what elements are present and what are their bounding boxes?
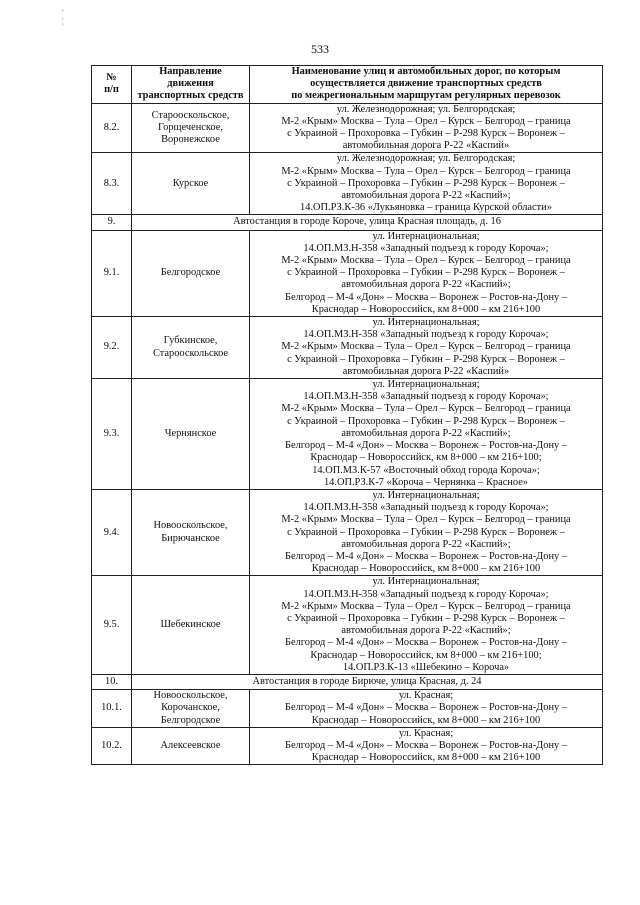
row-number: 10.1. bbox=[92, 690, 132, 728]
row-direction: Чернянское bbox=[132, 379, 250, 490]
row-number: 8.3. bbox=[92, 153, 132, 215]
row-direction: Алексеевское bbox=[132, 727, 250, 765]
row-number: 8.2. bbox=[92, 103, 132, 153]
section-title: Автостанция в городе Короче, улица Красная площадь, д. 16 bbox=[132, 215, 603, 230]
row-number: 9.4. bbox=[92, 489, 132, 575]
table-row bbox=[92, 153, 603, 215]
row-number: 9.2. bbox=[92, 317, 132, 379]
row-direction: Белгородское bbox=[132, 230, 250, 316]
section-number: 10. bbox=[92, 674, 132, 689]
row-direction: Губкинское, Старооскольское bbox=[132, 317, 250, 379]
row-roads: ул. Железнодорожная; ул. Белгородская; М-2 «Крым» Москва – Тула – Орел – Курск – Белгород – граница с Украиной – Прохоровка – Губкин – Р-298 Курск – Воронеж – автомобильная дорога Р-22 «Каспий»; 14.ОП.РЗ.К-36 «Лукьяновка – граница Курской области» bbox=[250, 153, 603, 215]
table-row bbox=[92, 727, 603, 765]
row-roads: ул. Интернациональная; 14.ОП.МЗ.Н-358 «Западный подъезд к городу Короча»; М-2 «Крым» Москва – Тула – Орел – Курск – Белгород – граница с Украиной – Прохоровка – Губкин – Р-298 Курск – Воронеж – автомобильная дорога Р-22 «Каспий» bbox=[250, 317, 603, 379]
routes-table bbox=[91, 65, 603, 765]
row-direction: Шебекинское bbox=[132, 576, 250, 675]
table-header-row bbox=[92, 66, 603, 104]
row-direction: Старооскольское, Горщеченское, Воронежское bbox=[132, 103, 250, 153]
section-row bbox=[92, 674, 603, 689]
page-number: 533 bbox=[311, 42, 329, 56]
row-roads: ул. Интернациональная; 14.ОП.МЗ.Н-358 «Западный подъезд к городу Короча»; М-2 «Крым» Москва – Тула – Орел – Курск – Белгород – граница с Украиной – Прохоровка – Губкин – Р-298 Курск – Воронеж – автомобильная дорога Р-22 «Каспий»; Белгород – М-4 «Дон» – Москва – Воронеж – Ростов-на-Дону – Краснодар – Новороссийск, км 8+000 – км 216+100; 14.ОП.МЗ.К-57 «Восточный обход города Короча»; 14.ОП.РЗ.К-7 «Короча – Чернянка – Красное» bbox=[250, 379, 603, 490]
scan-mark: ' bbox=[62, 8, 64, 18]
table-row bbox=[92, 576, 603, 675]
scan-mark: ¦ bbox=[62, 16, 64, 26]
row-roads: ул. Красная; Белгород – М-4 «Дон» – Москва – Воронеж – Ростов-на-Дону – Краснодар – Новороссийск, км 8+000 – км 216+100 bbox=[250, 727, 603, 765]
row-roads: ул. Красная; Белгород – М-4 «Дон» – Москва – Воронеж – Ростов-на-Дону – Краснодар – Новороссийск, км 8+000 – км 216+100 bbox=[250, 690, 603, 728]
section-title: Автостанция в городе Бирюче, улица Красная, д. 24 bbox=[132, 674, 603, 689]
section-row bbox=[92, 215, 603, 230]
row-number: 9.3. bbox=[92, 379, 132, 490]
table-row bbox=[92, 103, 603, 153]
table-row bbox=[92, 379, 603, 490]
row-direction: Новооскольское, Корочанское, Белгородское bbox=[132, 690, 250, 728]
table-row bbox=[92, 489, 603, 575]
table-row bbox=[92, 690, 603, 728]
header-number: № п/п bbox=[92, 66, 132, 104]
header-direction: Направление движения транспортных средств bbox=[132, 66, 250, 104]
section-number: 9. bbox=[92, 215, 132, 230]
table-row bbox=[92, 317, 603, 379]
row-roads: ул. Железнодорожная; ул. Белгородская; М-2 «Крым» Москва – Тула – Орел – Курск – Белгород – граница с Украиной – Прохоровка – Губкин – Р-298 Курск – Воронеж – автомобильная дорога Р-22 «Каспий» bbox=[250, 103, 603, 153]
table-row bbox=[92, 230, 603, 316]
row-roads: ул. Интернациональная; 14.ОП.МЗ.Н-358 «Западный подъезд к городу Короча»; М-2 «Крым» Москва – Тула – Орел – Курск – Белгород – граница с Украиной – Прохоровка – Губкин – Р-298 Курск – Воронеж – автомобильная дорога Р-22 «Каспий»; Белгород – М-4 «Дон» – Москва – Воронеж – Ростов-на-Дону – Краснодар – Новороссийск, км 8+000 – км 216+100; 14.ОП.РЗ.К-13 «Шебекино – Короча» bbox=[250, 576, 603, 675]
row-direction: Новооскольское, Бирючанское bbox=[132, 489, 250, 575]
row-number: 9.1. bbox=[92, 230, 132, 316]
row-roads: ул. Интернациональная; 14.ОП.МЗ.Н-358 «Западный подъезд к городу Короча»; М-2 «Крым» Москва – Тула – Орел – Курск – Белгород – граница с Украиной – Прохоровка – Губкин – Р-298 Курск – Воронеж – автомобильная дорога Р-22 «Каспий»; Белгород – М-4 «Дон» – Москва – Воронеж – Ростов-на-Дону – Краснодар – Новороссийск, км 8+000 – км 216+100 bbox=[250, 230, 603, 316]
header-roads: Наименование улиц и автомобильных дорог, по которым осуществляется движение транспортных средств по межрегиональным маршрутам регулярных перевозок bbox=[250, 66, 603, 104]
row-roads: ул. Интернациональная; 14.ОП.МЗ.Н-358 «Западный подъезд к городу Короча»; М-2 «Крым» Москва – Тула – Орел – Курск – Белгород – граница с Украиной – Прохоровка – Губкин – Р-298 Курск – Воронеж – автомобильная дорога Р-22 «Каспий»; Белгород – М-4 «Дон» – Москва – Воронеж – Ростов-на-Дону – Краснодар – Новороссийск, км 8+000 – км 216+100 bbox=[250, 489, 603, 575]
row-number: 10.2. bbox=[92, 727, 132, 765]
row-direction: Курское bbox=[132, 153, 250, 215]
row-number: 9.5. bbox=[92, 576, 132, 675]
